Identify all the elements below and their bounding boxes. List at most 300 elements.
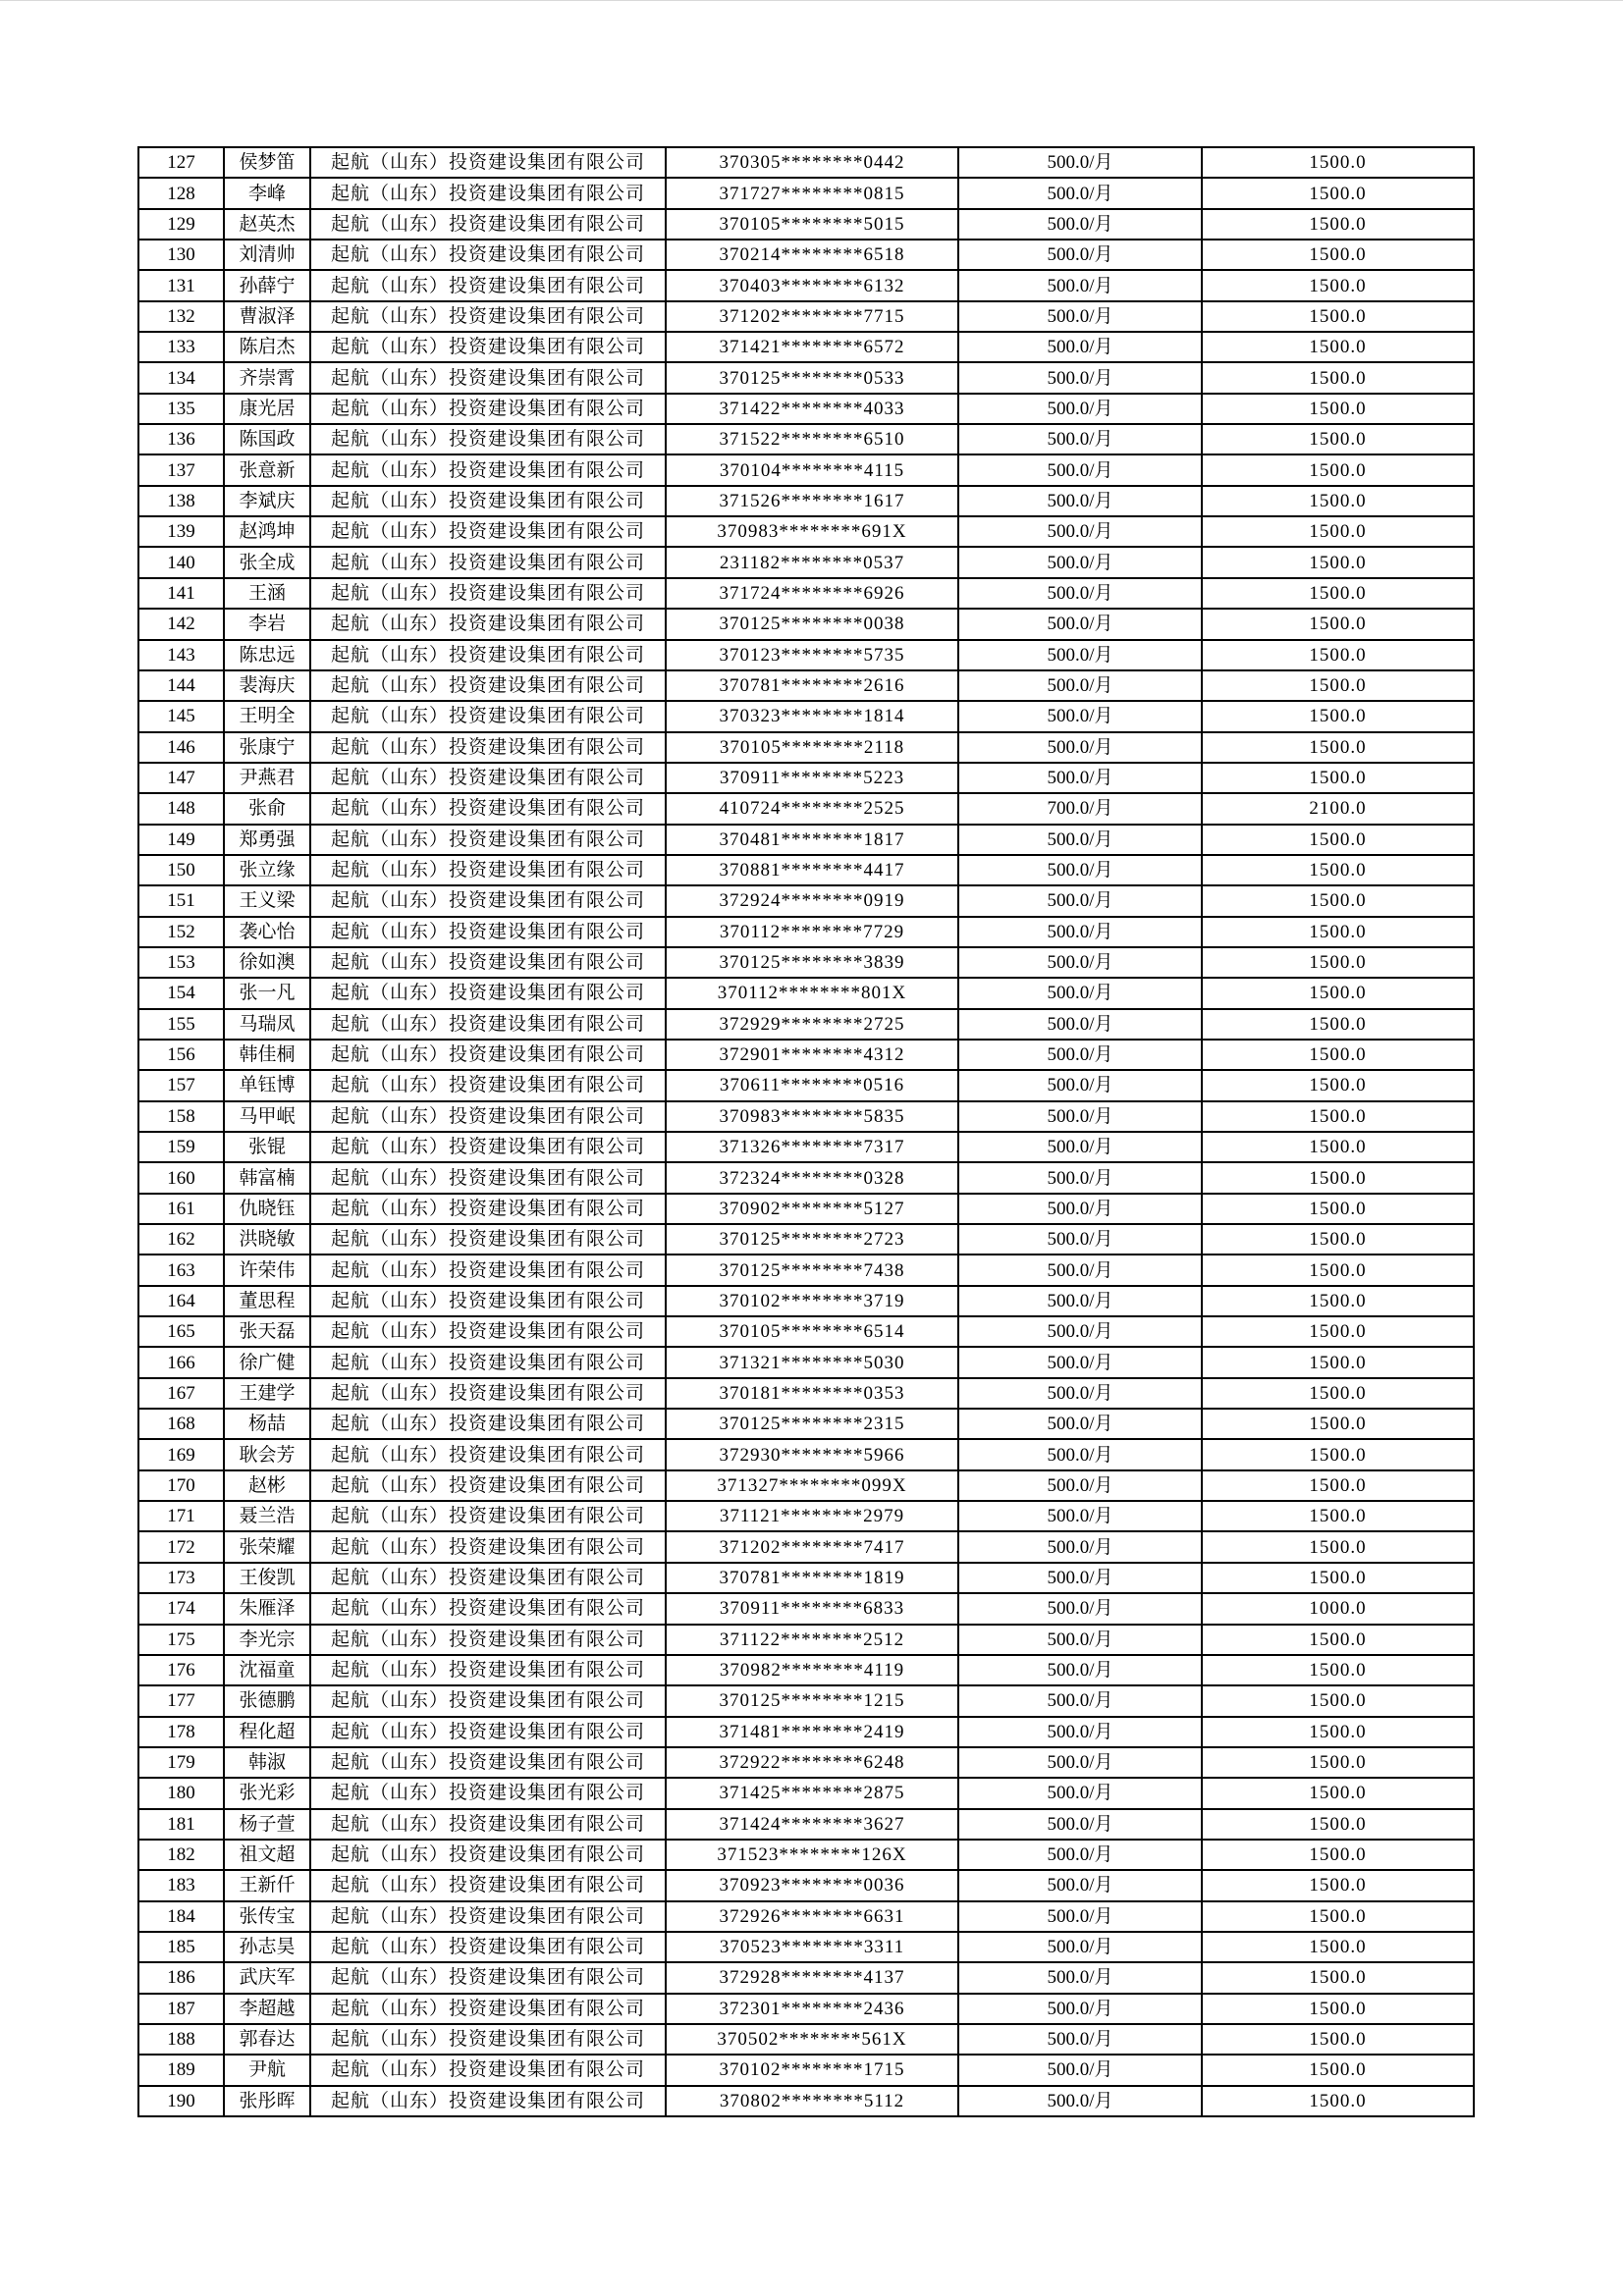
total-cell: 1500.0: [1202, 362, 1474, 393]
table-row: [138, 1747, 1474, 1778]
table-row: [138, 1194, 1474, 1224]
monthly-amount-cell: 500.0/月: [958, 1224, 1202, 1255]
monthly-amount-cell: 500.0/月: [958, 763, 1202, 793]
monthly-amount-cell: 500.0/月: [958, 240, 1202, 270]
monthly-amount-cell: 500.0/月: [958, 362, 1202, 393]
monthly-amount-cell: 500.0/月: [958, 424, 1202, 454]
monthly-amount-cell: 500.0/月: [958, 2055, 1202, 2085]
total-cell: 1500.0: [1202, 885, 1474, 916]
name-cell: 孙薛宁: [224, 270, 310, 300]
id-cell: 370403********6132: [666, 270, 958, 300]
row-number-cell: 179: [138, 1747, 224, 1778]
total-cell: 1500.0: [1202, 609, 1474, 639]
table-row: [138, 670, 1474, 701]
row-number-cell: 131: [138, 270, 224, 300]
row-number-cell: 178: [138, 1717, 224, 1747]
total-cell: 1500.0: [1202, 1994, 1474, 2024]
row-number-cell: 149: [138, 825, 224, 855]
company-cell: 起航（山东）投资建设集团有限公司: [310, 270, 666, 300]
monthly-amount-cell: 500.0/月: [958, 917, 1202, 947]
name-cell: 聂兰浩: [224, 1501, 310, 1531]
row-number-cell: 156: [138, 1040, 224, 1070]
company-cell: 起航（山东）投资建设集团有限公司: [310, 1470, 666, 1501]
total-cell: 1500.0: [1202, 1224, 1474, 1255]
total-cell: 1500.0: [1202, 424, 1474, 454]
monthly-amount-cell: 500.0/月: [958, 1470, 1202, 1501]
total-cell: 1500.0: [1202, 486, 1474, 516]
company-cell: 起航（山东）投资建设集团有限公司: [310, 1347, 666, 1377]
row-number-cell: 148: [138, 793, 224, 824]
monthly-amount-cell: 500.0/月: [958, 1655, 1202, 1685]
table-row: [138, 1070, 1474, 1100]
name-cell: 张意新: [224, 454, 310, 485]
id-cell: 370902********5127: [666, 1194, 958, 1224]
company-cell: 起航（山东）投资建设集团有限公司: [310, 1870, 666, 1900]
name-cell: 郭春达: [224, 2024, 310, 2055]
name-cell: 袭心怡: [224, 917, 310, 947]
name-cell: 尹燕君: [224, 763, 310, 793]
roster-table-body: [138, 147, 1474, 2116]
table-row: [138, 1901, 1474, 1932]
name-cell: 董思程: [224, 1286, 310, 1316]
row-number-cell: 130: [138, 240, 224, 270]
table-row: [138, 1316, 1474, 1347]
id-cell: 370102********1715: [666, 2055, 958, 2085]
table-row: [138, 1563, 1474, 1593]
total-cell: 1500.0: [1202, 1409, 1474, 1439]
row-number-cell: 150: [138, 855, 224, 885]
row-number-cell: 129: [138, 209, 224, 240]
company-cell: 起航（山东）投资建设集团有限公司: [310, 947, 666, 978]
company-cell: 起航（山东）投资建设集团有限公司: [310, 486, 666, 516]
total-cell: 1500.0: [1202, 1255, 1474, 1285]
total-cell: 1500.0: [1202, 763, 1474, 793]
id-cell: 370105********2118: [666, 732, 958, 763]
row-number-cell: 158: [138, 1101, 224, 1132]
company-cell: 起航（山东）投资建设集团有限公司: [310, 1809, 666, 1840]
company-cell: 起航（山东）投资建设集团有限公司: [310, 147, 666, 178]
table-row: [138, 609, 1474, 639]
company-cell: 起航（山东）投资建设集团有限公司: [310, 2055, 666, 2085]
company-cell: 起航（山东）投资建设集团有限公司: [310, 1717, 666, 1747]
total-cell: 1500.0: [1202, 209, 1474, 240]
company-cell: 起航（山东）投资建设集团有限公司: [310, 1593, 666, 1624]
table-row: [138, 1809, 1474, 1840]
total-cell: 1500.0: [1202, 1101, 1474, 1132]
total-cell: 1500.0: [1202, 640, 1474, 670]
monthly-amount-cell: 500.0/月: [958, 1162, 1202, 1193]
name-cell: 沈福童: [224, 1655, 310, 1685]
total-cell: 1500.0: [1202, 547, 1474, 577]
table-row: [138, 793, 1474, 824]
name-cell: 张德鹏: [224, 1685, 310, 1716]
row-number-cell: 132: [138, 301, 224, 332]
row-number-cell: 127: [138, 147, 224, 178]
total-cell: 1500.0: [1202, 1470, 1474, 1501]
row-number-cell: 152: [138, 917, 224, 947]
name-cell: 韩佳桐: [224, 1040, 310, 1070]
name-cell: 张全成: [224, 547, 310, 577]
table-row: [138, 270, 1474, 300]
table-row: [138, 1255, 1474, 1285]
monthly-amount-cell: 500.0/月: [958, 1378, 1202, 1409]
total-cell: 1500.0: [1202, 1316, 1474, 1347]
company-cell: 起航（山东）投资建设集团有限公司: [310, 1932, 666, 1962]
row-number-cell: 172: [138, 1531, 224, 1562]
table-row: [138, 732, 1474, 763]
monthly-amount-cell: 500.0/月: [958, 301, 1202, 332]
row-number-cell: 143: [138, 640, 224, 670]
row-number-cell: 146: [138, 732, 224, 763]
name-cell: 马瑞凤: [224, 1009, 310, 1040]
company-cell: 起航（山东）投资建设集团有限公司: [310, 362, 666, 393]
id-cell: 370125********0533: [666, 362, 958, 393]
total-cell: 1500.0: [1202, 1563, 1474, 1593]
id-cell: 370323********1814: [666, 701, 958, 731]
row-number-cell: 176: [138, 1655, 224, 1685]
row-number-cell: 159: [138, 1132, 224, 1162]
id-cell: 372929********2725: [666, 1009, 958, 1040]
id-cell: 370481********1817: [666, 825, 958, 855]
id-cell: 370802********5112: [666, 2086, 958, 2116]
total-cell: 1500.0: [1202, 917, 1474, 947]
monthly-amount-cell: 500.0/月: [958, 1009, 1202, 1040]
total-cell: 1500.0: [1202, 516, 1474, 547]
table-row: [138, 1101, 1474, 1132]
id-cell: 371122********2512: [666, 1625, 958, 1655]
id-cell: 370502********561X: [666, 2024, 958, 2055]
total-cell: 1500.0: [1202, 240, 1474, 270]
name-cell: 杨喆: [224, 1409, 310, 1439]
company-cell: 起航（山东）投资建设集团有限公司: [310, 1747, 666, 1778]
table-row: [138, 825, 1474, 855]
id-cell: 370105********5015: [666, 209, 958, 240]
monthly-amount-cell: 500.0/月: [958, 394, 1202, 424]
row-number-cell: 154: [138, 978, 224, 1008]
id-cell: 371202********7715: [666, 301, 958, 332]
row-number-cell: 174: [138, 1593, 224, 1624]
name-cell: 张立缘: [224, 855, 310, 885]
total-cell: 2100.0: [1202, 793, 1474, 824]
company-cell: 起航（山东）投资建设集团有限公司: [310, 855, 666, 885]
company-cell: 起航（山东）投资建设集团有限公司: [310, 1009, 666, 1040]
table-row: [138, 209, 1474, 240]
company-cell: 起航（山东）投资建设集团有限公司: [310, 1962, 666, 1993]
table-row: [138, 178, 1474, 208]
name-cell: 张光彩: [224, 1778, 310, 1808]
name-cell: 张彤晖: [224, 2086, 310, 2116]
id-cell: 370911********6833: [666, 1593, 958, 1624]
table-row: [138, 547, 1474, 577]
name-cell: 陈忠远: [224, 640, 310, 670]
total-cell: 1500.0: [1202, 1132, 1474, 1162]
monthly-amount-cell: 500.0/月: [958, 1809, 1202, 1840]
total-cell: 1500.0: [1202, 2024, 1474, 2055]
company-cell: 起航（山东）投资建设集团有限公司: [310, 547, 666, 577]
id-cell: 370523********3311: [666, 1932, 958, 1962]
monthly-amount-cell: 500.0/月: [958, 825, 1202, 855]
monthly-amount-cell: 500.0/月: [958, 947, 1202, 978]
id-cell: 370125********2723: [666, 1224, 958, 1255]
table-row: [138, 1040, 1474, 1070]
name-cell: 李斌庆: [224, 486, 310, 516]
table-row: [138, 454, 1474, 485]
table-row: [138, 1409, 1474, 1439]
company-cell: 起航（山东）投资建设集团有限公司: [310, 178, 666, 208]
table-row: [138, 1962, 1474, 1993]
company-cell: 起航（山东）投资建设集团有限公司: [310, 1101, 666, 1132]
name-cell: 张一凡: [224, 978, 310, 1008]
table-row: [138, 2055, 1474, 2085]
id-cell: 370911********5223: [666, 763, 958, 793]
total-cell: 1500.0: [1202, 1962, 1474, 1993]
row-number-cell: 135: [138, 394, 224, 424]
monthly-amount-cell: 500.0/月: [958, 640, 1202, 670]
name-cell: 张康宁: [224, 732, 310, 763]
table-row: [138, 147, 1474, 178]
monthly-amount-cell: 500.0/月: [958, 1685, 1202, 1716]
name-cell: 李光宗: [224, 1625, 310, 1655]
table-row: [138, 1870, 1474, 1900]
name-cell: 徐如澳: [224, 947, 310, 978]
monthly-amount-cell: 500.0/月: [958, 516, 1202, 547]
id-cell: 370125********1215: [666, 1685, 958, 1716]
monthly-amount-cell: 500.0/月: [958, 1286, 1202, 1316]
total-cell: 1500.0: [1202, 332, 1474, 362]
id-cell: 370781********2616: [666, 670, 958, 701]
row-number-cell: 185: [138, 1932, 224, 1962]
id-cell: 370983********691X: [666, 516, 958, 547]
total-cell: 1500.0: [1202, 732, 1474, 763]
table-row: [138, 1717, 1474, 1747]
row-number-cell: 167: [138, 1378, 224, 1409]
row-number-cell: 182: [138, 1840, 224, 1870]
monthly-amount-cell: 500.0/月: [958, 209, 1202, 240]
table-row: [138, 301, 1474, 332]
company-cell: 起航（山东）投资建设集团有限公司: [310, 240, 666, 270]
table-row: [138, 362, 1474, 393]
name-cell: 程化超: [224, 1717, 310, 1747]
name-cell: 耿会芳: [224, 1439, 310, 1469]
monthly-amount-cell: 500.0/月: [958, 1439, 1202, 1469]
company-cell: 起航（山东）投资建设集团有限公司: [310, 1501, 666, 1531]
row-number-cell: 151: [138, 885, 224, 916]
id-cell: 370125********7438: [666, 1255, 958, 1285]
name-cell: 许荣伟: [224, 1255, 310, 1285]
payment-roster-table: [137, 146, 1475, 2117]
name-cell: 张天磊: [224, 1316, 310, 1347]
id-cell: 371522********6510: [666, 424, 958, 454]
monthly-amount-cell: 500.0/月: [958, 1901, 1202, 1932]
row-number-cell: 186: [138, 1962, 224, 1993]
monthly-amount-cell: 500.0/月: [958, 885, 1202, 916]
table-row: [138, 978, 1474, 1008]
table-row: [138, 1625, 1474, 1655]
id-cell: 370102********3719: [666, 1286, 958, 1316]
row-number-cell: 139: [138, 516, 224, 547]
company-cell: 起航（山东）投资建设集团有限公司: [310, 1439, 666, 1469]
table-row: [138, 917, 1474, 947]
total-cell: 1500.0: [1202, 1286, 1474, 1316]
name-cell: 王义梁: [224, 885, 310, 916]
id-cell: 372301********2436: [666, 1994, 958, 2024]
id-cell: 372324********0328: [666, 1162, 958, 1193]
id-cell: 370125********0038: [666, 609, 958, 639]
table-row: [138, 486, 1474, 516]
id-cell: 370983********5835: [666, 1101, 958, 1132]
name-cell: 侯梦笛: [224, 147, 310, 178]
name-cell: 韩富楠: [224, 1162, 310, 1193]
monthly-amount-cell: 500.0/月: [958, 701, 1202, 731]
id-cell: 370125********2315: [666, 1409, 958, 1439]
table-row: [138, 885, 1474, 916]
name-cell: 单钰博: [224, 1070, 310, 1100]
company-cell: 起航（山东）投资建设集团有限公司: [310, 1286, 666, 1316]
row-number-cell: 153: [138, 947, 224, 978]
company-cell: 起航（山东）投资建设集团有限公司: [310, 732, 666, 763]
company-cell: 起航（山东）投资建设集团有限公司: [310, 1378, 666, 1409]
company-cell: 起航（山东）投资建设集团有限公司: [310, 1901, 666, 1932]
monthly-amount-cell: 500.0/月: [958, 1194, 1202, 1224]
id-cell: 371327********099X: [666, 1470, 958, 1501]
row-number-cell: 141: [138, 578, 224, 609]
company-cell: 起航（山东）投资建设集团有限公司: [310, 1162, 666, 1193]
total-cell: 1500.0: [1202, 394, 1474, 424]
name-cell: 刘清帅: [224, 240, 310, 270]
total-cell: 1500.0: [1202, 1778, 1474, 1808]
row-number-cell: 166: [138, 1347, 224, 1377]
total-cell: 1500.0: [1202, 1070, 1474, 1100]
monthly-amount-cell: 500.0/月: [958, 1040, 1202, 1070]
company-cell: 起航（山东）投资建设集团有限公司: [310, 1531, 666, 1562]
monthly-amount-cell: 500.0/月: [958, 1316, 1202, 1347]
row-number-cell: 138: [138, 486, 224, 516]
table-row: [138, 1994, 1474, 2024]
monthly-amount-cell: 500.0/月: [958, 1101, 1202, 1132]
row-number-cell: 128: [138, 178, 224, 208]
company-cell: 起航（山东）投资建设集团有限公司: [310, 1563, 666, 1593]
table-row: [138, 516, 1474, 547]
monthly-amount-cell: 500.0/月: [958, 1747, 1202, 1778]
monthly-amount-cell: 500.0/月: [958, 1994, 1202, 2024]
id-cell: 372928********4137: [666, 1962, 958, 1993]
id-cell: 372901********4312: [666, 1040, 958, 1070]
company-cell: 起航（山东）投资建设集团有限公司: [310, 640, 666, 670]
company-cell: 起航（山东）投资建设集团有限公司: [310, 301, 666, 332]
monthly-amount-cell: 500.0/月: [958, 855, 1202, 885]
name-cell: 赵彬: [224, 1470, 310, 1501]
name-cell: 王俊凯: [224, 1563, 310, 1593]
table-row: [138, 640, 1474, 670]
name-cell: 仇晓钰: [224, 1194, 310, 1224]
table-row: [138, 1378, 1474, 1409]
company-cell: 起航（山东）投资建设集团有限公司: [310, 1655, 666, 1685]
name-cell: 曹淑泽: [224, 301, 310, 332]
name-cell: 王明全: [224, 701, 310, 731]
table-row: [138, 1655, 1474, 1685]
monthly-amount-cell: 500.0/月: [958, 1501, 1202, 1531]
monthly-amount-cell: 500.0/月: [958, 1070, 1202, 1100]
company-cell: 起航（山东）投资建设集团有限公司: [310, 763, 666, 793]
table-row: [138, 1593, 1474, 1624]
id-cell: 371724********6926: [666, 578, 958, 609]
monthly-amount-cell: 700.0/月: [958, 793, 1202, 824]
monthly-amount-cell: 500.0/月: [958, 1625, 1202, 1655]
company-cell: 起航（山东）投资建设集团有限公司: [310, 1224, 666, 1255]
row-number-cell: 147: [138, 763, 224, 793]
company-cell: 起航（山东）投资建设集团有限公司: [310, 609, 666, 639]
total-cell: 1500.0: [1202, 1655, 1474, 1685]
company-cell: 起航（山东）投资建设集团有限公司: [310, 516, 666, 547]
company-cell: 起航（山东）投资建设集团有限公司: [310, 2086, 666, 2116]
company-cell: 起航（山东）投资建设集团有限公司: [310, 1685, 666, 1716]
company-cell: 起航（山东）投资建设集团有限公司: [310, 1040, 666, 1070]
name-cell: 王建学: [224, 1378, 310, 1409]
id-cell: 370123********5735: [666, 640, 958, 670]
name-cell: 李超越: [224, 1994, 310, 2024]
monthly-amount-cell: 500.0/月: [958, 1531, 1202, 1562]
row-number-cell: 136: [138, 424, 224, 454]
company-cell: 起航（山东）投资建设集团有限公司: [310, 1840, 666, 1870]
row-number-cell: 168: [138, 1409, 224, 1439]
total-cell: 1500.0: [1202, 2086, 1474, 2116]
company-cell: 起航（山东）投资建设集团有限公司: [310, 793, 666, 824]
monthly-amount-cell: 500.0/月: [958, 454, 1202, 485]
monthly-amount-cell: 500.0/月: [958, 2024, 1202, 2055]
company-cell: 起航（山东）投资建设集团有限公司: [310, 1778, 666, 1808]
table-row: [138, 2086, 1474, 2116]
company-cell: 起航（山东）投资建设集团有限公司: [310, 1255, 666, 1285]
table-row: [138, 1501, 1474, 1531]
id-cell: 371422********4033: [666, 394, 958, 424]
id-cell: 372930********5966: [666, 1439, 958, 1469]
id-cell: 371523********126X: [666, 1840, 958, 1870]
company-cell: 起航（山东）投资建设集团有限公司: [310, 885, 666, 916]
row-number-cell: 170: [138, 1470, 224, 1501]
id-cell: 371321********5030: [666, 1347, 958, 1377]
monthly-amount-cell: 500.0/月: [958, 732, 1202, 763]
name-cell: 韩淑: [224, 1747, 310, 1778]
total-cell: 1500.0: [1202, 301, 1474, 332]
id-cell: 371526********1617: [666, 486, 958, 516]
monthly-amount-cell: 500.0/月: [958, 1593, 1202, 1624]
row-number-cell: 134: [138, 362, 224, 393]
id-cell: 370125********3839: [666, 947, 958, 978]
id-cell: 370112********7729: [666, 917, 958, 947]
table-row: [138, 2024, 1474, 2055]
id-cell: 371202********7417: [666, 1531, 958, 1562]
row-number-cell: 157: [138, 1070, 224, 1100]
total-cell: 1500.0: [1202, 1870, 1474, 1900]
row-number-cell: 173: [138, 1563, 224, 1593]
id-cell: 372924********0919: [666, 885, 958, 916]
total-cell: 1000.0: [1202, 1593, 1474, 1624]
monthly-amount-cell: 500.0/月: [958, 670, 1202, 701]
row-number-cell: 145: [138, 701, 224, 731]
name-cell: 郑勇强: [224, 825, 310, 855]
table-row: [138, 1685, 1474, 1716]
company-cell: 起航（山东）投资建设集团有限公司: [310, 1625, 666, 1655]
total-cell: 1500.0: [1202, 1194, 1474, 1224]
name-cell: 赵鸿坤: [224, 516, 310, 547]
id-cell: 370181********0353: [666, 1378, 958, 1409]
name-cell: 陈国政: [224, 424, 310, 454]
company-cell: 起航（山东）投资建设集团有限公司: [310, 1132, 666, 1162]
monthly-amount-cell: 500.0/月: [958, 578, 1202, 609]
table-row: [138, 394, 1474, 424]
company-cell: 起航（山东）投资建设集团有限公司: [310, 1994, 666, 2024]
id-cell: 370104********4115: [666, 454, 958, 485]
